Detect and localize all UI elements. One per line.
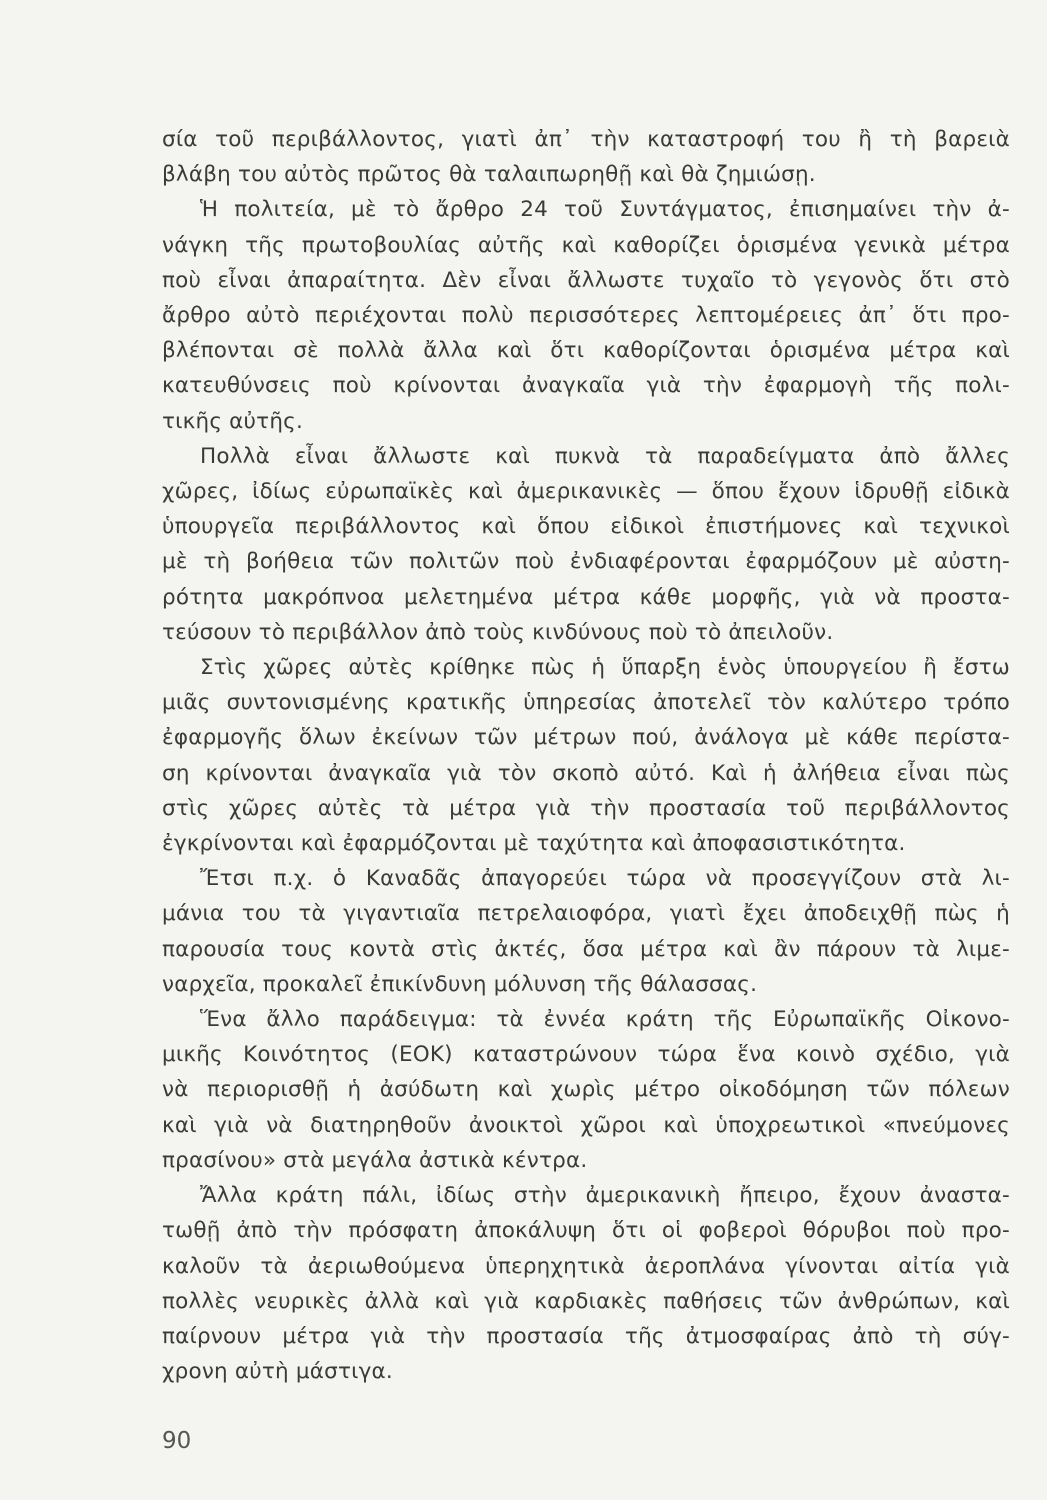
text-line: χρονη αὐτὴ μάστιγα.: [162, 1359, 393, 1385]
text-line: σία τοῦ περιβάλλοντος, γιατὶ ἀπ᾿ τὴν καταστροφή του ἢ τὴ βαρειὰ: [162, 127, 1010, 152]
text-line: Στὶς χῶρες αὐτὲς κρίθηκε πὼς ἡ ὕπαρξη ἑνὸς ὑπουργείου ἢ ἔστω: [200, 655, 1010, 681]
text-line: ὑπουργεῖα περιβάλλοντος καὶ ὅπου εἰδικοὶ ἐπιστήμονες καὶ τεχνικοὶ: [162, 514, 1010, 540]
text-line: ση κρίνονται ἀναγκαῖα γιὰ τὸν σκοπὸ αὐτό. Καὶ ἡ ἀλήθεια εἶναι πὼς: [162, 760, 1010, 786]
text-line: Ἔτσι π.χ. ὁ Καναδᾶς ἀπαγορεύει τώρα νὰ προσεγγίζουν στὰ λι-: [200, 866, 1010, 892]
text-line: πρασίνου» στὰ μεγάλα ἀστικὰ κέντρα.: [162, 1147, 588, 1173]
text-line: στὶς χῶρες αὐτὲς τὰ μέτρα γιὰ τὴν προστασία τοῦ περιβάλλοντος: [162, 795, 1010, 821]
text-line: μὲ τὴ βοήθεια τῶν πολιτῶν ποὺ ἐνδιαφέρονται ἐφαρμόζουν μὲ αὐστη-: [162, 549, 1010, 575]
text-line: παρουσία τους κοντὰ στὶς ἀκτές, ὅσα μέτρα καὶ ἂν πάρουν τὰ λιμε-: [162, 936, 1010, 962]
text-line: ἄρθρο αὐτὸ περιέχονται πολὺ περισσότερες λεπτομέρειες ἀπ᾿ ὅτι προ-: [162, 303, 1010, 329]
text-line: βλέπονται σὲ πολλὰ ἄλλα καὶ ὅτι καθορίζονται ὁρισμένα μέτρα καὶ: [162, 338, 1010, 364]
text-line: Ἄλλα κράτη πάλι, ἰδίως στὴν ἀμερικανικὴ ἤπειρο, ἔχουν ἀναστα-: [200, 1183, 1010, 1209]
text-line: χῶρες, ἰδίως εὐρωπαϊκὲς καὶ ἀμερικανικὲς — ὅπου ἔχουν ἱδρυθῇ εἰδικὰ: [162, 479, 1010, 505]
text-line: τωθῇ ἀπὸ τὴν πρόσφατη ἀποκάλυψη ὅτι οἱ φοβεροὶ θόρυβοι ποὺ προ-: [162, 1218, 1010, 1244]
text-line: τικῆς αὐτῆς.: [162, 408, 304, 434]
text-line: μικῆς Κοινότητος (ΕΟΚ) καταστρώνουν τώρα ἕνα κοινὸ σχέδιο, γιὰ: [162, 1042, 1010, 1068]
text-line: Ἡ πολιτεία, μὲ τὸ ἄρθρο 24 τοῦ Συντάγματος, ἐπισημαίνει τὴν ἀ-: [200, 197, 1010, 223]
text-line: Ἕνα ἄλλο παράδειγμα: τὰ ἐννέα κράτη τῆς Εὐρωπαϊκῆς Οἰκονο-: [200, 1007, 1010, 1033]
text-line: καλοῦν τὰ ἀεριωθούμενα ὑπερηχητικὰ ἀεροπλάνα γίνονται αἰτία γιὰ: [162, 1253, 1010, 1279]
text-line: τεύσουν τὸ περιβάλλον ἀπὸ τοὺς κινδύνους ποὺ τὸ ἀπειλοῦν.: [162, 619, 834, 645]
text-line: ἐγκρίνονται καὶ ἐφαρμόζονται μὲ ταχύτητα καὶ ἀποφασιστικότητα.: [162, 831, 906, 857]
text-line: νάγκη τῆς πρωτοβουλίας αὐτῆς καὶ καθορίζει ὁρισμένα γενικὰ μέτρα: [162, 232, 1010, 258]
text-line: πολλὲς νευρικὲς ἀλλὰ καὶ γιὰ καρδιακὲς παθήσεις τῶν ἀνθρώπων, καὶ: [162, 1288, 1010, 1314]
text-line: κατευθύνσεις ποὺ κρίνονται ἀναγκαῖα γιὰ τὴν ἐφαρμογὴ τῆς πολι-: [162, 373, 1010, 399]
body-text: [162, 122, 1010, 1389]
text-line: ἐφαρμογῆς ὅλων ἐκείνων τῶν μέτρων πού, ἀνάλογα μὲ κάθε περίστα-: [162, 725, 1010, 751]
text-line: ποὺ εἶναι ἀπαραίτητα. Δὲν εἶναι ἄλλωστε τυχαῖο τὸ γεγονὸς ὅτι στὸ: [162, 267, 1010, 293]
text-line: μιᾶς συντονισμένης κρατικῆς ὑπηρεσίας ἀποτελεῖ τὸν καλύτερο τρόπο: [162, 690, 1010, 716]
text-line: καὶ γιὰ νὰ διατηρηθοῦν ἀνοικτοὶ χῶροι καὶ ὑποχρεωτικοὶ «πνεύμονες: [162, 1112, 1010, 1138]
text-line: νὰ περιορισθῇ ἡ ἀσύδωτη καὶ χωρὶς μέτρο οἰκοδόμηση τῶν πόλεων: [162, 1077, 1010, 1103]
text-line: Πολλὰ εἶναι ἄλλωστε καὶ πυκνὰ τὰ παραδείγματα ἀπὸ ἄλλες: [200, 443, 1010, 469]
text-line: ναρχεῖα, προκαλεῖ ἐπικίνδυνη μόλυνση τῆς θάλασσας.: [162, 971, 758, 997]
text-line: παίρνουν μέτρα γιὰ τὴν προστασία τῆς ἀτμοσφαίρας ἀπὸ τὴ σύγ-: [162, 1323, 1010, 1349]
page-number: 90: [162, 1428, 192, 1454]
text-line: ρότητα μακρόπνοα μελετημένα μέτρα κάθε μορφῆς, γιὰ νὰ προστα-: [162, 584, 1010, 610]
text-line: βλάβη του αὐτὸς πρῶτος θὰ ταλαιπωρηθῇ καὶ θὰ ζημιώσῃ.: [162, 162, 816, 188]
text-line: μάνια του τὰ γιγαντιαῖα πετρελαιοφόρα, γιατὶ ἔχει ἀποδειχθῇ πὼς ἡ: [162, 901, 1010, 927]
